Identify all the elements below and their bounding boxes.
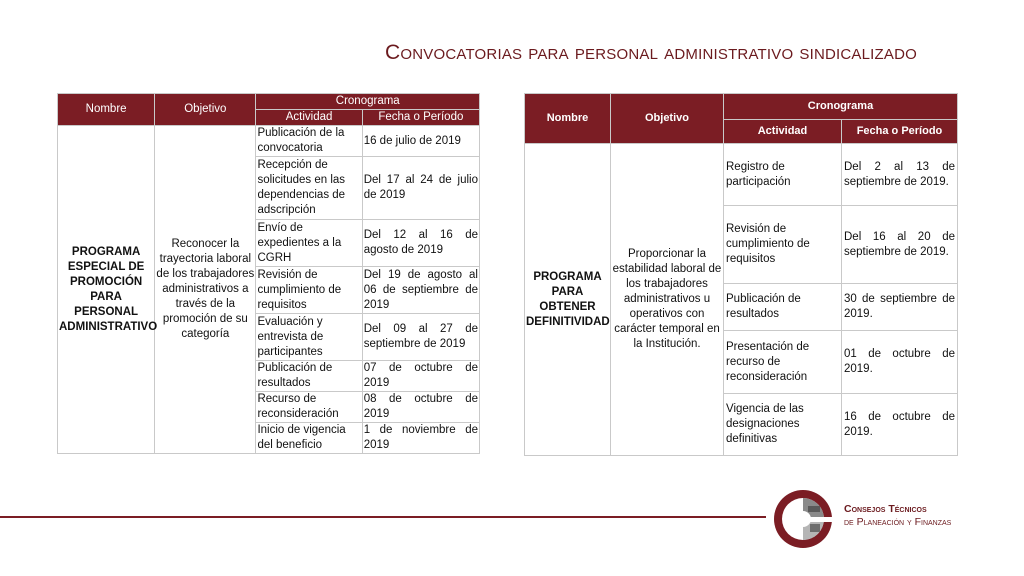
header-cronograma: Cronograma [724, 94, 958, 120]
activity-cell: Presentación de recurso de reconsideración [724, 331, 842, 394]
header-nombre: Nombre [525, 94, 611, 144]
date-cell: 08 de octubre de 2019 [362, 392, 479, 423]
activity-cell: Inicio de vigencia del beneficio [256, 423, 362, 454]
activity-cell: Recurso de reconsideración [256, 392, 362, 423]
date-cell: Del 12 al 16 de agosto de 2019 [362, 220, 479, 267]
program-name-cell: PROGRAMA ESPECIAL DE PROMOCIÓN PARA PERSONAL ADMINISTRATIVO [58, 126, 155, 454]
header-fecha: Fecha o Período [362, 110, 479, 126]
activity-cell: Publicación de resultados [256, 361, 362, 392]
brand-line-1: Consejos Técnicos [844, 503, 927, 515]
date-cell: Del 16 al 20 de septiembre de 2019. [842, 206, 958, 284]
header-cronograma: Cronograma [256, 94, 480, 110]
activity-cell: Envío de expedientes a la CGRH [256, 220, 362, 267]
activity-cell: Revisión de cumplimiento de requisitos [724, 206, 842, 284]
definitivity-program-table [524, 93, 958, 456]
date-cell: Del 17 al 24 de julio de 2019 [362, 157, 479, 220]
date-cell: 30 de septiembre de 2019. [842, 284, 958, 331]
date-cell: Del 19 de agosto al 06 de septiembre de 2019 [362, 267, 479, 314]
activity-cell: Evaluación y entrevista de participantes [256, 314, 362, 361]
activity-cell: Publicación de la convocatoria [256, 126, 362, 157]
header-objetivo: Objetivo [611, 94, 724, 144]
header-nombre: Nombre [58, 94, 155, 126]
activity-cell: Registro de participación [724, 144, 842, 206]
footer-divider [0, 516, 766, 518]
page-title: Convocatorias para personal administrativo sindicalizado [385, 41, 918, 64]
activity-cell: Publicación de resultados [724, 284, 842, 331]
brand-line-2: de Planeación y Finanzas [844, 516, 952, 528]
header-objetivo: Objetivo [155, 94, 256, 126]
activity-cell: Recepción de solicitudes en las dependencias de adscripción [256, 157, 362, 220]
date-cell: 1 de noviembre de 2019 [362, 423, 479, 454]
activity-cell: Revisión de cumplimiento de requisitos [256, 267, 362, 314]
date-cell: 07 de octubre de 2019 [362, 361, 479, 392]
header-actividad: Actividad [724, 120, 842, 144]
date-cell: Del 09 al 27 de septiembre de 2019 [362, 314, 479, 361]
date-cell: Del 2 al 13 de septiembre de 2019. [842, 144, 958, 206]
header-fecha: Fecha o Período [842, 120, 958, 144]
date-cell: 01 de octubre de 2019. [842, 331, 958, 394]
consejos-tecnicos-logo-icon [772, 488, 834, 550]
program-objective-cell: Reconocer la trayectoria laboral de los trabajadores administrativos a través de la promoción de su categoría [155, 126, 256, 454]
header-actividad: Actividad [256, 110, 362, 126]
program-name-cell: PROGRAMA PARA OBTENER DEFINITIVIDAD [525, 144, 611, 456]
program-objective-cell: Proporcionar la estabilidad laboral de los trabajadores administrativos u operativos con carácter temporal en la Institución. [611, 144, 724, 456]
date-cell: 16 de octubre de 2019. [842, 394, 958, 456]
date-cell: 16 de julio de 2019 [362, 126, 479, 157]
activity-cell: Vigencia de las designaciones definitivas [724, 394, 842, 456]
promotion-program-table [57, 93, 480, 454]
brand-name [844, 503, 951, 529]
